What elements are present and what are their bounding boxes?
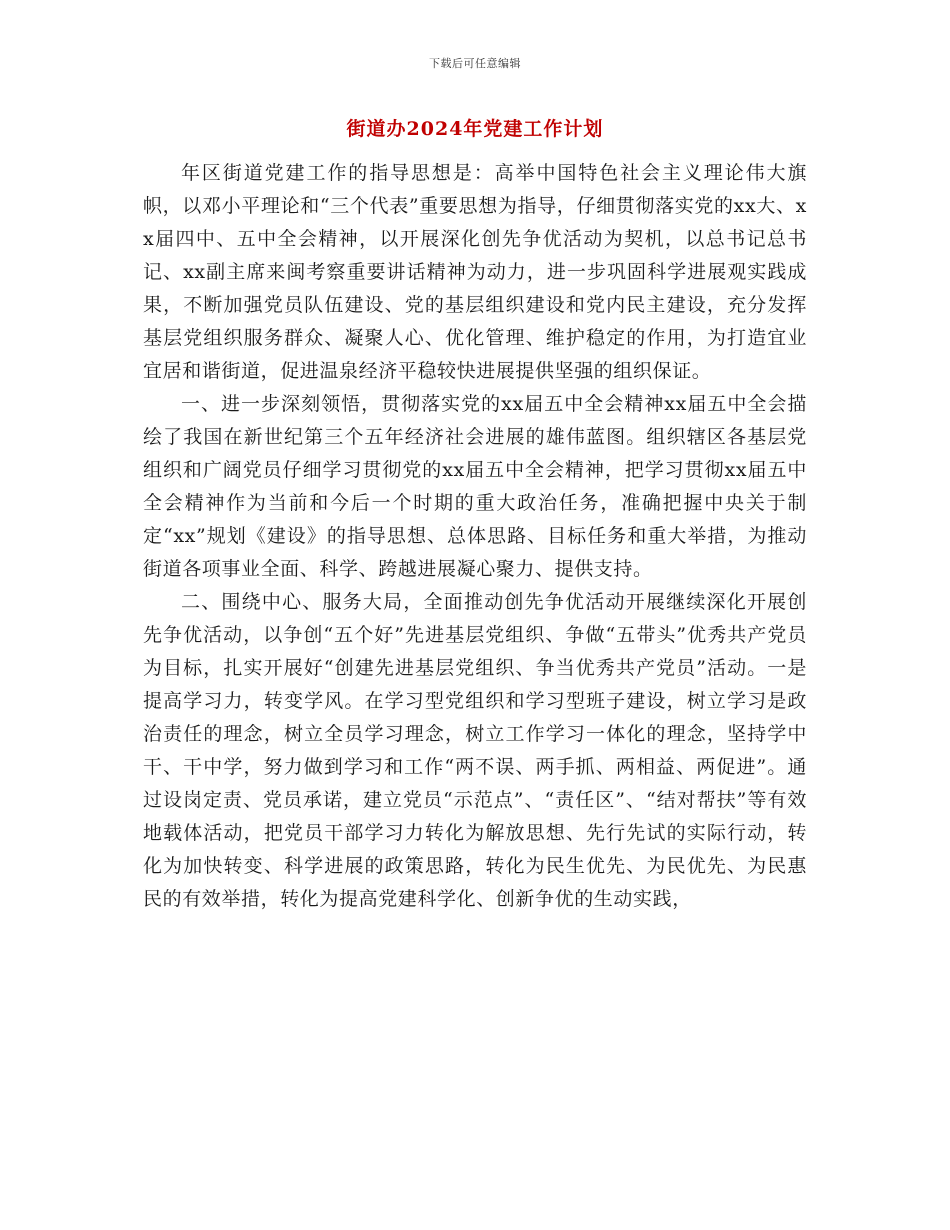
paragraph-section-one: 一、进一步深刻领悟，贯彻落实党的xx届五中全会精神xx届五中全会描绘了我国在新世纪第三个五年经济社会进展的雄伟蓝图。组织辖区各基层党组织和广阔党员仔细学习贯彻党的xx届五中全会精神，把学习贯彻xx届五中全会精神作为当前和今后一个时期的重大政治任务，准确把握中央关于制定“xx”规划《建设》的指导思想、总体思路、目标任务和重大举措，为推动街道各项事业全面、科学、跨越进展凝心聚力、提供支持。 (143, 393, 807, 580)
paragraph-section-two: 二、围绕中心、服务大局，全面推动创先争优活动开展继续深化开展创先争优活动，以争创“五个好”先进基层党组织、争做“五带头”优秀共产党员为目标，扎实开展好“创建先进基层党组织、争当优秀共产党员”活动。一是提高学习力，转变学风。在学习型党组织和学习型班子建设，树立学习是政治责任的理念，树立全员学习理念，树立工作学习一体化的理念，坚持学中干、干中学，努力做到学习和工作“两不误、两手抓、两相益、两促进”。通过设岗定责、党员承诺，建立党员“示范点”、“责任区”、“结对帮扶”等有效地载体活动，把党员干部学习力转化为解放思想、先行先试的实际行动，转化为加快转变、科学进展的政策思路，转化为民生优先、为民优先、为民惠民的有效举措，转化为提高党建科学化、创新争优的生动实践， (143, 591, 807, 910)
document-body (143, 157, 807, 916)
document-title: 街道办2024年党建工作计划 (346, 118, 604, 140)
paragraph-guiding-thought: 年区街道党建工作的指导思想是：高举中国特色社会主义理论伟大旗帜，以邓小平理论和“三个代表”重要思想为指导，仔细贯彻落实党的xx大、xx届四中、五中全会精神，以开展深化创先争优活动为契机，以总书记总书记、xx副主席来闽考察重要讲话精神为动力，进一步巩固科学进展观实践成果，不断加强党员队伍建设、党的基层组织建设和党内民主建设，充分发挥基层党组织服务群众、凝聚人心、优化管理、维护稳定的作用，为打造宜业宜居和谐街道，促进温泉经济平稳较快进展提供坚强的组织保证。 (143, 162, 807, 382)
download-note: 下载后可任意编辑 (429, 57, 521, 70)
